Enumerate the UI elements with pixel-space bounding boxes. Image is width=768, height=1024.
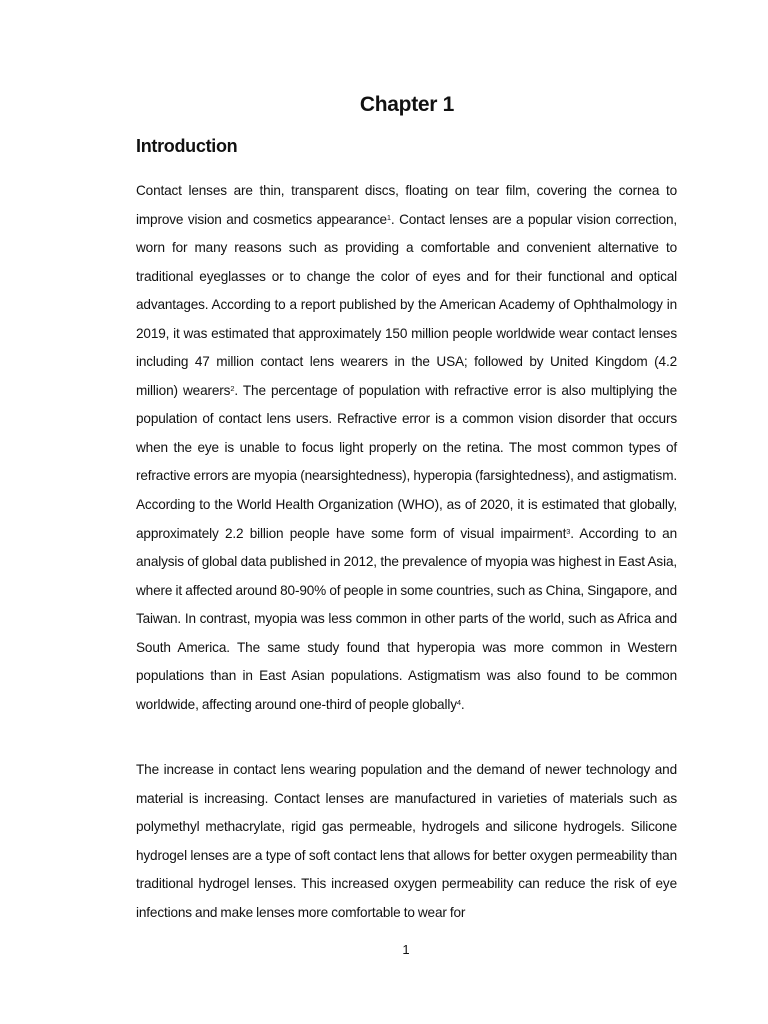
- citation-1: 1: [386, 212, 391, 222]
- citation-4: 4: [456, 697, 461, 707]
- chapter-title: Chapter 1: [359, 93, 455, 116]
- citation-3: 3: [566, 526, 571, 536]
- section-heading: Introduction: [136, 136, 238, 156]
- paragraph-1-text-5: .: [460, 696, 465, 712]
- page-number: 1: [402, 942, 410, 957]
- paragraph-1-text-2: . Contact lenses are a popular vision correction, worn for many reasons such as providing a comfortable and convenient alternative to traditional eyeglasses or to change the color of eyes and for their functional and optical advantages. According to a report published by the American Academy of Ophthalmology in 2019, it was estimated that approximately 150 million people worldwide wear contact lenses including 47 million contact lens wearers in the USA; followed by United Kingdom (4.2 million) wearers: [136, 211, 678, 398]
- paragraph-1-text-1: Contact lenses are thin, transparent discs, floating on tear film, covering the cornea to improve vision and cosmetics appearance: [136, 183, 677, 227]
- citation-2: 2: [230, 383, 235, 393]
- paragraph-2: The increase in contact lens wearing population and the demand of newer technology and material is increasing. Contact lenses are manufactured in varieties of materials such as polymethyl methacrylate, rigid gas permeable, hydrogels and silicone hydrogels. Silicone hydrogel lenses are a type of soft contact lens that allows for better oxygen permeability than traditional hydrogel lenses. This increased oxygen permeability can reduce the risk of eye infections and make lenses more comfortable to wear for: [136, 762, 677, 920]
- paragraph-1-text-3: . The percentage of population with refractive error is also multiplying the population of contact lens users. Refractive error is a common vision disorder that occurs when the eye is unable to focus light properly on the retina. The most common types of refractive errors are myopia (nearsightedness), hyperopia (farsightedness), and astigmatism. According to the World Health Organization (WHO), as of 2020, it is estimated that globally, approximately 2.2 billion people have some form of visual impairment: [136, 382, 677, 541]
- paragraph-1: [136, 177, 677, 719]
- paragraph-1-text-4: . According to an analysis of global data published in 2012, the prevalence of myopia was highest in East Asia, where it affected around 80-90% of people in some countries, such as China, Singapore, and Taiwan. In contrast, myopia was less common in other parts of the world, such as Africa and South America. The same study found that hyperopia was more common in Western populations than in East Asian populations. Astigmatism was also found to be common worldwide, affecting around one-third of people globally: [136, 525, 677, 712]
